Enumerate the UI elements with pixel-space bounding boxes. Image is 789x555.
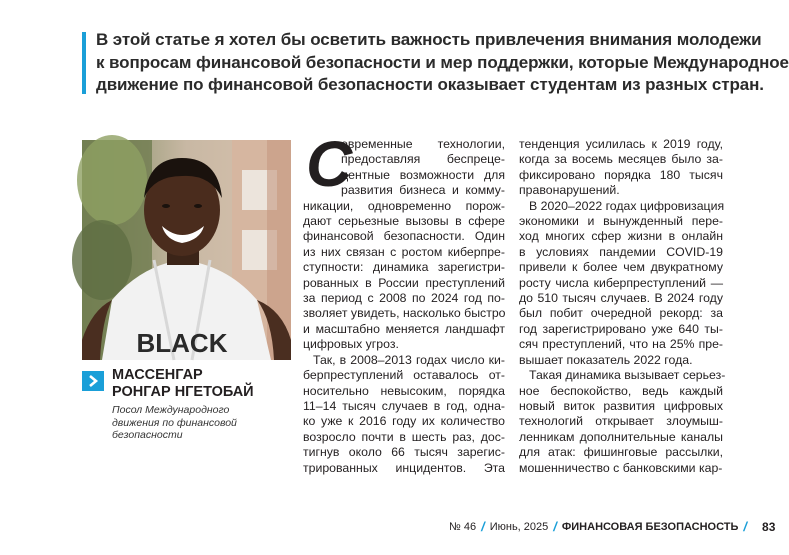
article-line: тенденция усилилась к 2019 году, — [519, 137, 723, 151]
lead-accent-bar — [82, 32, 86, 94]
issue-date: Июнь, 2025 — [489, 520, 549, 533]
person-role-line: Посол Международного — [112, 404, 230, 416]
article-line: тигнув около 66 тысяч зарегис- — [303, 445, 505, 460]
issue-number: № 46 — [449, 520, 477, 533]
article-line: Такая динамика вызывает серьез- — [529, 368, 726, 383]
slash-divider-icon: / — [481, 519, 485, 534]
article-line: из них связан с ростом киберпре- — [303, 244, 505, 259]
person-role — [112, 404, 292, 442]
lead-line: движение по финансовой безопасности оказывает студентам из разных стран. — [96, 75, 764, 94]
article-line: мошенничество с банковскими кар- — [519, 460, 723, 475]
shirt-text: BLACK — [136, 328, 228, 358]
author-photo-illustration — [82, 140, 291, 360]
article-line: В 2020–2022 годах цифровизация — [529, 198, 725, 213]
article-line: дентные возможности для — [341, 167, 505, 182]
article-line: носительно невысоким, порядка — [303, 383, 505, 398]
lead-line: В этой статье я хотел бы осветить важность привлечения внимания молодежи — [96, 30, 762, 49]
article-line: ленникам дополнительные каналы — [519, 429, 723, 444]
name-marker — [82, 371, 104, 391]
article-line: и масштабно меняется ландшафт — [303, 321, 505, 336]
article-line: предоставляя беспреце- — [341, 152, 505, 167]
article-line: цифровых угроз. — [303, 337, 399, 352]
article-line: дают серьезные вызовы в сфере — [303, 214, 505, 229]
person-name-line: РОНГАР НГЕТОБАЙ — [112, 384, 254, 400]
article-line: когда за восемь месяцев было за- — [519, 152, 723, 167]
article-line: трированных инцидентов. Эта — [303, 460, 505, 475]
person-name — [112, 367, 254, 401]
article-line: рованных в России преступлений — [303, 275, 505, 290]
slash-divider-icon: / — [743, 519, 748, 534]
article-line: росту числа киберпреступлений — — [519, 275, 723, 290]
article-line: для атак: фишинговые рассылки, — [519, 445, 723, 460]
article-column-1 — [303, 137, 505, 476]
article-line: ступности: динамика зарегистри- — [303, 260, 505, 275]
article-line: технологий открывает злоумыш- — [519, 414, 723, 429]
article-line: никации, одновременно порож- — [303, 198, 505, 213]
article-line: был побит очередной рекорд: за — [519, 306, 723, 321]
article-line: за период с 2008 по 2024 год по- — [303, 291, 505, 306]
chevron-right-icon — [87, 375, 99, 387]
article-line: вышает показатель 2022 года. — [519, 352, 693, 367]
article-line: фиксировано порядка 180 тысяч — [519, 167, 723, 182]
person-name-line: МАССЕНГАР — [112, 367, 203, 383]
article-line: 11–14 тысяч случаев в год, одна- — [303, 398, 505, 413]
slash-divider-icon: / — [553, 519, 557, 534]
article-column-2 — [519, 137, 726, 476]
author-photo — [82, 140, 291, 360]
article-line: финансовой безопасности. Один — [303, 229, 505, 244]
article-line: ко уже к 2016 году их количество — [303, 414, 505, 429]
article-line: Так, в 2008–2013 годах число ки- — [313, 352, 505, 367]
article-line: развития бизнеса и комму- — [341, 183, 505, 198]
drop-cap: С — [306, 128, 353, 200]
article-line: зволяет увидеть, насколько быстро — [303, 306, 506, 321]
page-number: 83 — [762, 519, 776, 534]
section-title: ФИНАНСОВАЯ БЕЗОПАСНОСТЬ — [561, 520, 739, 533]
lead-line: к вопросам финансовой безопасности и мер поддержки, которые Международное — [96, 52, 789, 72]
article-line: возросло почти в шесть раз, дос- — [303, 429, 505, 444]
article-line: в условиях пандемии COVID-19 — [519, 244, 723, 259]
article-line: берпреступлений оставалось от- — [303, 368, 505, 383]
article-line: сяч преступлений, что на 25% пре- — [519, 337, 723, 352]
page-footer — [449, 519, 775, 534]
article-line: привели к более чем двукратному — [519, 260, 723, 275]
article-line: овременные технологии, — [341, 137, 505, 151]
article-line: экономики и вынужденный пере- — [519, 214, 723, 229]
lead-paragraph — [96, 29, 789, 97]
article-line: ное беспокойство, ведь каждый — [519, 383, 723, 398]
person-role-line: движения по финансовой — [112, 416, 237, 429]
article-line: правонарушений. — [519, 183, 620, 198]
article-line: новый виток развития цифровых — [519, 398, 723, 413]
article-line: ход многих сфер жизни в онлайн — [519, 229, 723, 244]
article-line: год зарегистрировано уже 640 ты- — [519, 321, 723, 336]
article-line: до 510 тысяч случаев. В 2024 году — [519, 291, 723, 306]
person-role-line: безопасности — [112, 429, 183, 441]
